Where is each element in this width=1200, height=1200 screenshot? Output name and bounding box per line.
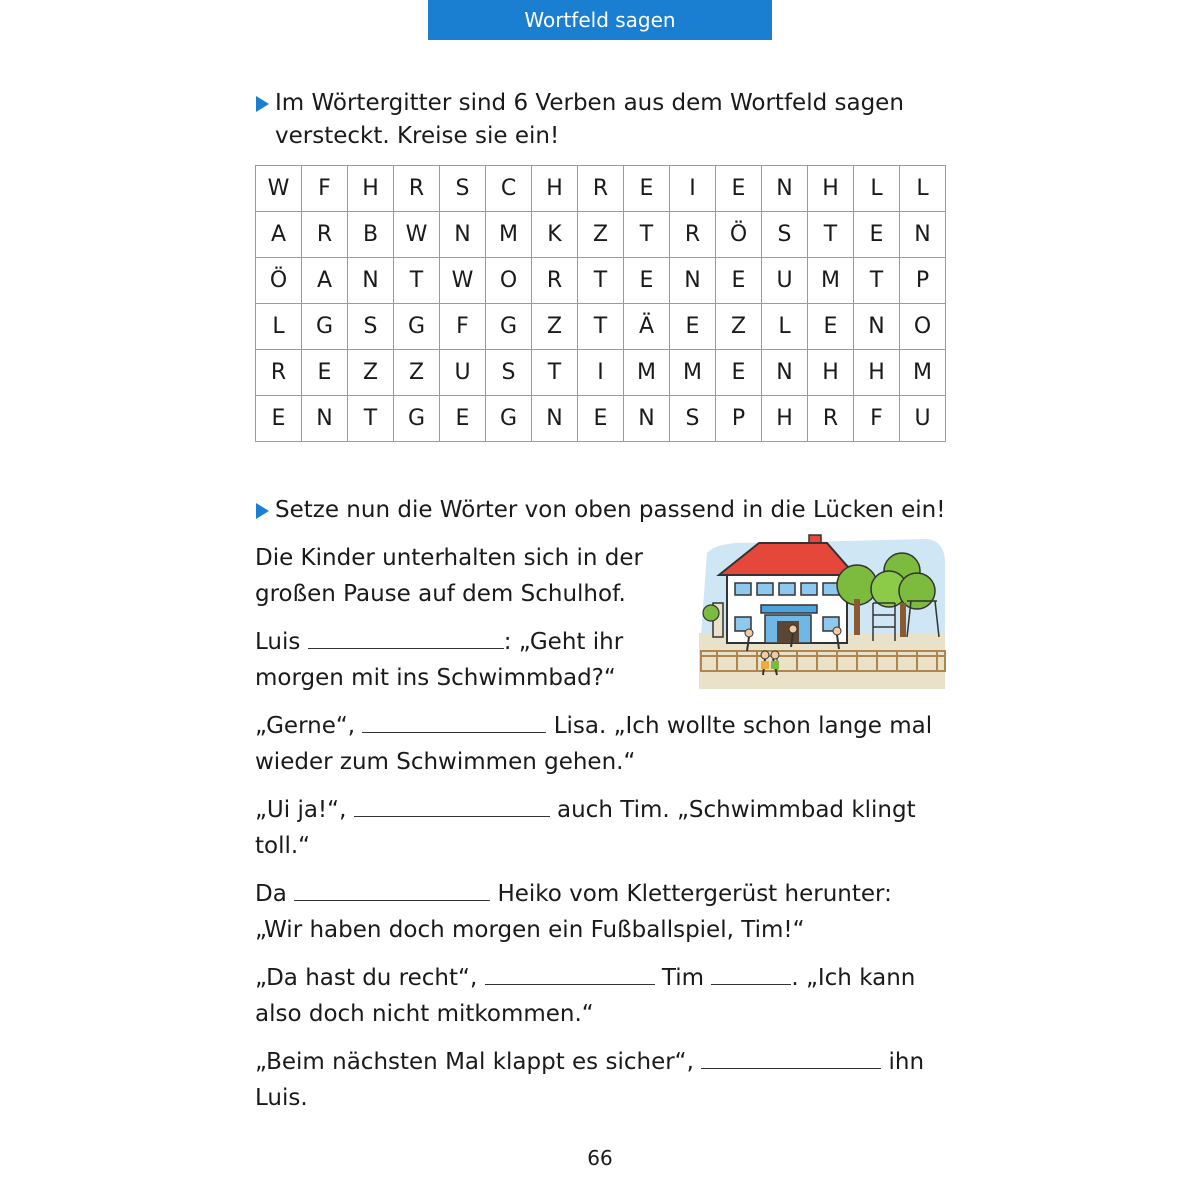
- task-instruction-1: [256, 87, 956, 153]
- grid-cell[interactable]: T: [578, 258, 624, 304]
- grid-cell[interactable]: M: [808, 258, 854, 304]
- grid-cell[interactable]: H: [348, 166, 394, 212]
- answer-blank[interactable]: [701, 1046, 881, 1069]
- grid-cell[interactable]: M: [624, 350, 670, 396]
- grid-cell[interactable]: N: [624, 396, 670, 442]
- story-text: : „Geht ihr: [503, 629, 624, 655]
- grid-cell[interactable]: L: [762, 304, 808, 350]
- grid-cell[interactable]: T: [532, 350, 578, 396]
- grid-cell[interactable]: G: [486, 304, 532, 350]
- grid-cell[interactable]: N: [762, 166, 808, 212]
- grid-cell[interactable]: Ö: [716, 212, 762, 258]
- grid-cell[interactable]: Z: [532, 304, 578, 350]
- grid-cell[interactable]: E: [256, 396, 302, 442]
- story-sentence-2: [255, 708, 932, 780]
- story-sentence-6: [255, 1044, 924, 1116]
- grid-cell[interactable]: S: [670, 396, 716, 442]
- section-header: [428, 0, 772, 40]
- story-text: „Ui ja!“,: [255, 797, 347, 823]
- story-text: „Da hast du recht“,: [255, 965, 478, 991]
- grid-cell[interactable]: N: [440, 212, 486, 258]
- story-text: auch Tim. „Schwimmbad klingt: [557, 797, 916, 823]
- story-text: Da: [255, 881, 287, 907]
- story-intro: [255, 540, 643, 612]
- grid-cell[interactable]: F: [440, 304, 486, 350]
- grid-cell[interactable]: E: [716, 166, 762, 212]
- grid-cell[interactable]: Ä: [624, 304, 670, 350]
- grid-cell[interactable]: U: [440, 350, 486, 396]
- grid-cell[interactable]: U: [762, 258, 808, 304]
- grid-cell[interactable]: N: [302, 396, 348, 442]
- grid-cell[interactable]: G: [486, 396, 532, 442]
- section-title: Wortfeld sagen: [524, 8, 676, 32]
- grid-cell[interactable]: C: [486, 166, 532, 212]
- grid-cell[interactable]: R: [532, 258, 578, 304]
- grid-cell[interactable]: L: [900, 166, 946, 212]
- story-text: wieder zum Schwimmen gehen.“: [255, 749, 636, 775]
- grid-cell[interactable]: G: [302, 304, 348, 350]
- story-intro-line-1: Die Kinder unterhalten sich in der: [255, 545, 644, 571]
- grid-cell[interactable]: W: [256, 166, 302, 212]
- grid-cell[interactable]: T: [624, 212, 670, 258]
- grid-cell[interactable]: Ö: [256, 258, 302, 304]
- grid-cell[interactable]: T: [578, 304, 624, 350]
- grid-cell[interactable]: R: [394, 166, 440, 212]
- word-grid: [255, 165, 946, 442]
- grid-cell[interactable]: M: [486, 212, 532, 258]
- story-text: Heiko vom Klettergerüst herunter:: [497, 881, 892, 907]
- grid-cell[interactable]: H: [854, 350, 900, 396]
- grid-cell[interactable]: O: [486, 258, 532, 304]
- answer-blank[interactable]: [308, 626, 504, 649]
- grid-cell[interactable]: R: [670, 212, 716, 258]
- grid-cell[interactable]: T: [348, 396, 394, 442]
- page-number: 66: [587, 1146, 613, 1170]
- grid-cell[interactable]: S: [486, 350, 532, 396]
- story-text: „Beim nächsten Mal klappt es sicher“,: [255, 1049, 694, 1075]
- grid-cell[interactable]: L: [256, 304, 302, 350]
- arrow-right-icon: [256, 96, 269, 112]
- grid-cell[interactable]: B: [348, 212, 394, 258]
- grid-cell[interactable]: R: [808, 396, 854, 442]
- grid-cell[interactable]: E: [624, 166, 670, 212]
- grid-cell[interactable]: K: [532, 212, 578, 258]
- grid-cell[interactable]: F: [302, 166, 348, 212]
- grid-row: [256, 212, 946, 258]
- answer-blank[interactable]: [362, 710, 546, 733]
- story-intro-line-2: großen Pause auf dem Schulhof.: [255, 581, 626, 607]
- grid-cell[interactable]: H: [808, 350, 854, 396]
- school-illustration: [697, 533, 947, 691]
- grid-cell[interactable]: I: [578, 350, 624, 396]
- grid-cell[interactable]: N: [670, 258, 716, 304]
- story-sentence-3: [255, 792, 916, 864]
- story-sentence-1: [255, 624, 623, 696]
- grid-cell[interactable]: Z: [394, 350, 440, 396]
- grid-cell[interactable]: P: [900, 258, 946, 304]
- story-text: toll.“: [255, 833, 311, 859]
- arrow-right-icon: [256, 503, 269, 519]
- grid-row: [256, 396, 946, 442]
- grid-cell[interactable]: T: [854, 258, 900, 304]
- story-text: morgen mit ins Schwimmbad?“: [255, 665, 616, 691]
- grid-cell[interactable]: R: [256, 350, 302, 396]
- grid-cell[interactable]: A: [302, 258, 348, 304]
- story-text: Luis.: [255, 1085, 308, 1111]
- grid-cell[interactable]: T: [808, 212, 854, 258]
- task-1-line-2: versteckt. Kreise sie ein!: [275, 123, 560, 149]
- grid-cell[interactable]: R: [578, 166, 624, 212]
- grid-cell[interactable]: R: [302, 212, 348, 258]
- task-2-text: Setze nun die Wörter von oben passend in die Lücken ein!: [275, 497, 946, 523]
- grid-cell[interactable]: T: [394, 258, 440, 304]
- grid-cell[interactable]: W: [394, 212, 440, 258]
- answer-blank[interactable]: [354, 794, 550, 817]
- grid-cell[interactable]: N: [900, 212, 946, 258]
- answer-blank[interactable]: [711, 962, 791, 985]
- grid-cell[interactable]: E: [716, 350, 762, 396]
- grid-cell[interactable]: Z: [578, 212, 624, 258]
- grid-cell[interactable]: E: [624, 258, 670, 304]
- grid-cell[interactable]: E: [302, 350, 348, 396]
- grid-cell[interactable]: W: [440, 258, 486, 304]
- task-instruction-2: [256, 494, 956, 527]
- grid-cell[interactable]: E: [440, 396, 486, 442]
- story-text: . „Ich kann: [791, 965, 916, 991]
- grid-cell[interactable]: S: [440, 166, 486, 212]
- grid-cell[interactable]: M: [900, 350, 946, 396]
- story-text: Lisa. „Ich wollte schon lange mal: [553, 713, 933, 739]
- story-text: „Wir haben doch morgen ein Fußballspiel, Tim!“: [255, 917, 805, 943]
- grid-cell[interactable]: H: [762, 396, 808, 442]
- grid-cell[interactable]: I: [670, 166, 716, 212]
- task-1-line-1: Im Wörtergitter sind 6 Verben aus dem Wortfeld sagen: [275, 90, 904, 116]
- story-text: Luis: [255, 629, 301, 655]
- grid-cell[interactable]: S: [762, 212, 808, 258]
- grid-cell[interactable]: H: [532, 166, 578, 212]
- answer-blank[interactable]: [485, 962, 655, 985]
- grid-cell[interactable]: N: [532, 396, 578, 442]
- grid-cell[interactable]: N: [762, 350, 808, 396]
- grid-cell[interactable]: E: [578, 396, 624, 442]
- grid-cell[interactable]: E: [670, 304, 716, 350]
- grid-cell[interactable]: H: [808, 166, 854, 212]
- grid-cell[interactable]: P: [716, 396, 762, 442]
- grid-cell[interactable]: G: [394, 396, 440, 442]
- grid-cell[interactable]: E: [808, 304, 854, 350]
- story-text: „Gerne“,: [255, 713, 356, 739]
- grid-cell[interactable]: G: [394, 304, 440, 350]
- story-text: also doch nicht mitkommen.“: [255, 1001, 594, 1027]
- story-sentence-5: [255, 960, 915, 1032]
- grid-cell[interactable]: F: [854, 396, 900, 442]
- grid-cell[interactable]: M: [670, 350, 716, 396]
- grid-cell[interactable]: L: [854, 166, 900, 212]
- grid-row: [256, 258, 946, 304]
- grid-cell[interactable]: E: [716, 258, 762, 304]
- grid-row: [256, 304, 946, 350]
- grid-row: [256, 166, 946, 212]
- answer-blank[interactable]: [294, 878, 490, 901]
- grid-cell[interactable]: U: [900, 396, 946, 442]
- grid-cell[interactable]: A: [256, 212, 302, 258]
- grid-row: [256, 350, 946, 396]
- grid-cell[interactable]: Z: [716, 304, 762, 350]
- story-text: Tim: [661, 965, 705, 991]
- grid-cell[interactable]: N: [854, 304, 900, 350]
- grid-cell[interactable]: Z: [348, 350, 394, 396]
- grid-cell[interactable]: E: [854, 212, 900, 258]
- story-sentence-4: [255, 876, 892, 948]
- grid-cell[interactable]: S: [348, 304, 394, 350]
- grid-cell[interactable]: N: [348, 258, 394, 304]
- grid-cell[interactable]: O: [900, 304, 946, 350]
- story-text: ihn: [888, 1049, 925, 1075]
